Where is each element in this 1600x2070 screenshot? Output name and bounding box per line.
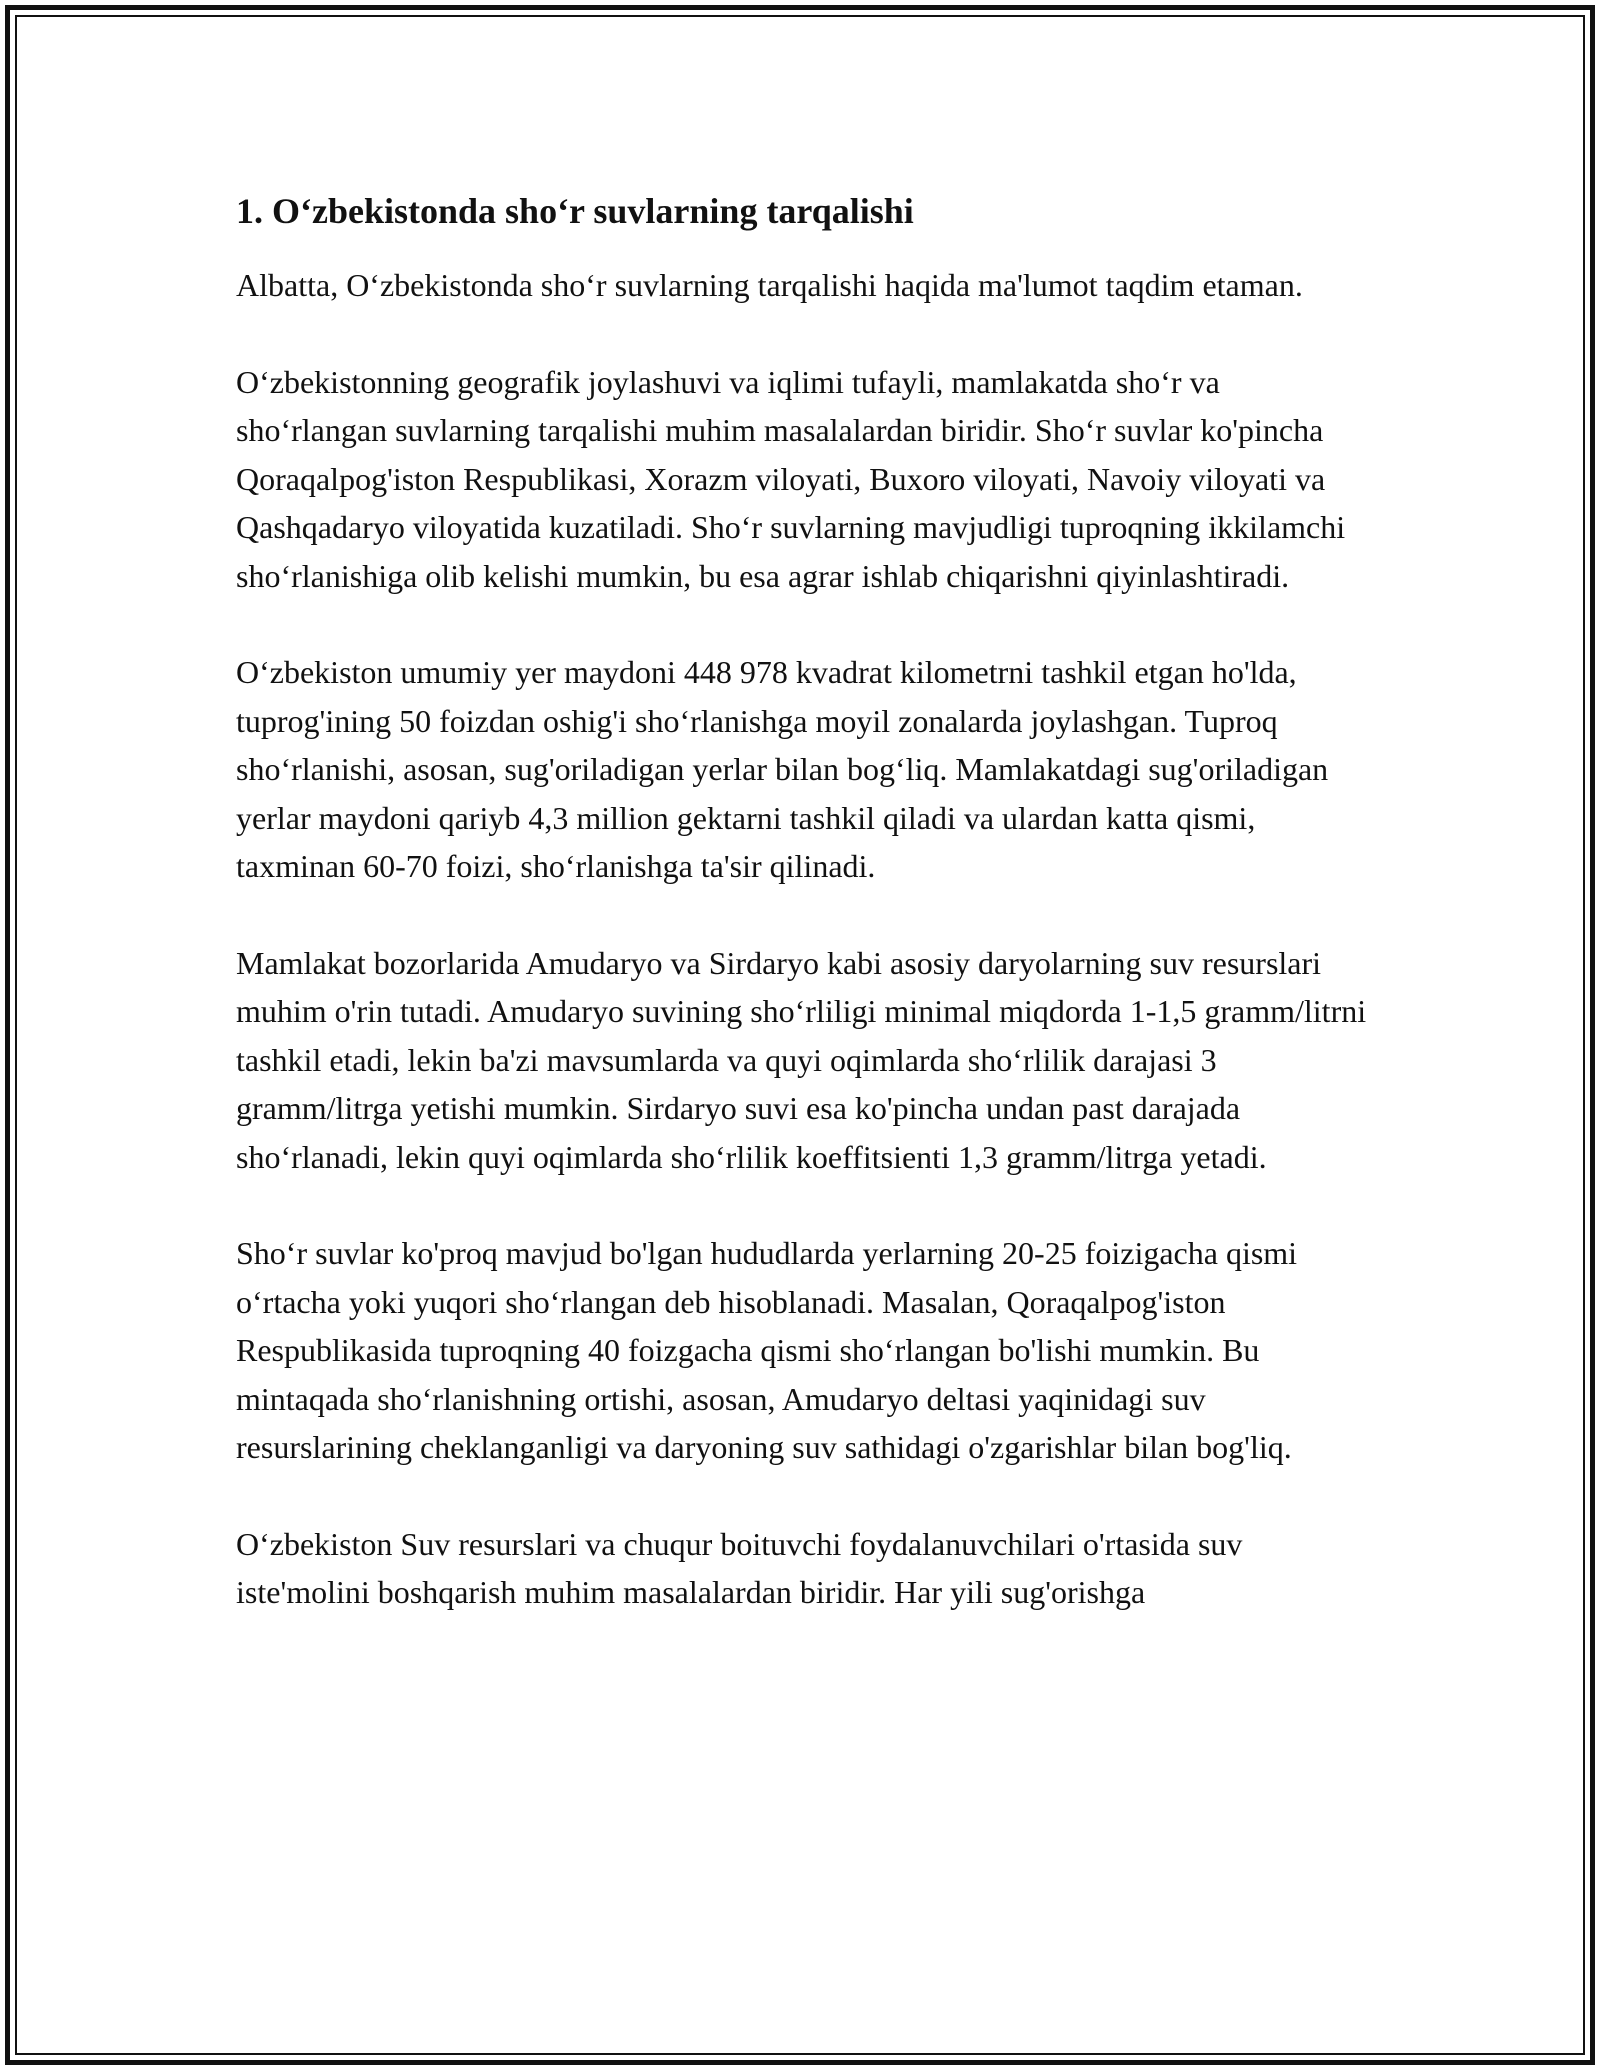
paragraph-geography: O‘zbekistonning geografik joylashuvi va iqlimi tufayli, mamlakatda sho‘r va sho‘rlangan suvlarning tarqalishi muhim masalalardan biridir. Sho‘r suvlar ko'pincha Qoraqalpog'iston Respublikasi, Xorazm viloyati, Buxoro viloyati, Navoiy viloyati va Qashqadaryo viloyatida kuzatiladi. Sho‘r suvlarning mavjudligi tuproqning ikkilamchi sho‘rlanishiga olib kelishi mumkin, bu esa agrar ishlab chiqarishni qiyinlashtiradi. — [236, 363, 1346, 594]
paragraph-water-management: O‘zbekiston Suv resurslari va chuqur boituvchi foydalanuvchilari o'rtasida suv iste'molini boshqarish muhim masalalardan biridir. Har yili sug'orishga — [236, 1525, 1243, 1610]
document-body — [236, 187, 1376, 1665]
section-heading: 1. O‘zbekistonda sho‘r suvlarning tarqalishi — [236, 191, 914, 231]
paragraph-salinized-lands: Sho‘r suvlar ko'proq mavjud bo'lgan hududlarda yerlarning 20-25 foizigacha qismi o‘rtacha yoki yuqori sho‘rlangan deb hisoblanadi. Masalan, Qoraqalpog'iston Respublikasida tuproqning 40 foizgacha qismi sho‘rlangan bo'lishi mumkin. Bu mintaqada sho‘rlanishning ortishi, asosan, Amudaryo deltasi yaqinidagi suv resurslarining cheklanganligi va daryoning suv sathidagi o'zgarishlar bilan bog'liq. — [236, 1235, 1298, 1465]
paragraph-intro: Albatta, O‘zbekistonda sho‘r suvlarning tarqalishi haqida ma'lumot taqdim etaman. — [236, 267, 1303, 303]
paragraph-rivers: Mamlakat bozorlarida Amudaryo va Sirdaryo kabi asosiy daryolarning suv resurslari muhim o'rin tutadi. Amudaryo suvining sho‘rliligi minimal miqdorda 1-1,5 gramm/litrni tashkil etadi, lekin ba'zi mavsumlarda va quyi oqimlarda sho‘rlilik darajasi 3 gramm/litrga yetishi mumkin. Sirdaryo suvi esa ko'pincha undan past darajada sho‘rlanadi, lekin quyi oqimlarda sho‘rlilik koeffitsienti 1,3 gramm/litrga yetadi. — [236, 944, 1367, 1175]
paragraph-land-area: O‘zbekiston umumiy yer maydoni 448 978 kvadrat kilometrni tashkil etgan ho'lda, tuprog'ining 50 foizdan oshig'i sho‘rlanishga moyil zonalarda joylashgan. Tuproq sho‘rlanishi, asosan, sug'oriladigan yerlar bilan bog‘liq. Mamlakatdagi sug'oriladigan yerlar maydoni qariyb 4,3 million gektarni tashkil qiladi va ulardan katta qismi, taxminan 60-70 foizi, sho‘rlanishga ta'sir qilinadi. — [236, 654, 1329, 884]
